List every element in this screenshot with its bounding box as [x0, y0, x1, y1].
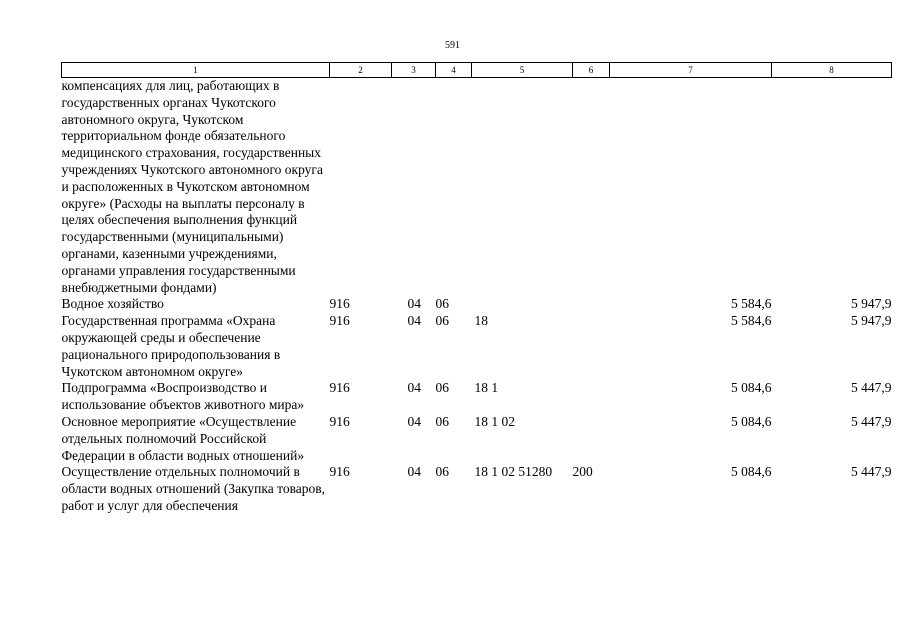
- row-sum-2: [772, 78, 892, 297]
- table-row: [62, 78, 892, 297]
- row-sum-1: 5 084,6: [731, 464, 772, 480]
- row-grbs: 916: [329, 296, 350, 312]
- table-row: [62, 414, 892, 464]
- row-sum-1: 5 584,6: [731, 313, 772, 329]
- row-sum-1: 5 084,6: [731, 413, 772, 429]
- header-col-1: 1: [62, 63, 330, 78]
- row-grbs: 916: [329, 413, 350, 429]
- row-name: Подпрограмма «Воспроизводство и использование объектов животного мира»: [61, 380, 305, 413]
- row-vr: 200: [572, 464, 593, 480]
- header-row: [62, 63, 892, 78]
- header-col-6: 6: [573, 63, 610, 78]
- table-row: [62, 296, 892, 313]
- table-body: [62, 78, 892, 515]
- row-razdel: 04: [407, 313, 421, 329]
- row-sum-2: 5 447,9: [851, 413, 892, 429]
- row-name: Основное мероприятие «Осуществление отдельных полномочий Российской Федерации в области водных отношений»: [61, 413, 305, 463]
- table-row: [62, 313, 892, 380]
- row-sum-1: 5 584,6: [731, 296, 772, 312]
- row-name: Водное хозяйство: [61, 296, 164, 312]
- table-row: [62, 464, 892, 514]
- row-sum-1: 5 084,6: [731, 380, 772, 396]
- row-sum-2: 5 447,9: [851, 380, 892, 396]
- page-number: 591: [445, 40, 460, 51]
- row-razdel: 04: [407, 464, 421, 480]
- row-razdel: 04: [407, 296, 421, 312]
- row-csr: 18: [474, 313, 488, 329]
- row-vr: [573, 313, 610, 380]
- row-vr: [573, 78, 610, 297]
- budget-table: [61, 62, 892, 515]
- header-col-4: 4: [436, 63, 472, 78]
- table-header: [62, 63, 892, 78]
- row-sum-1: [610, 78, 772, 297]
- row-razdel: [392, 78, 436, 297]
- header-col-2: 2: [330, 63, 392, 78]
- row-grbs: [330, 78, 392, 297]
- row-razdel: 04: [407, 413, 421, 429]
- row-csr: [472, 78, 573, 297]
- row-grbs: 916: [329, 464, 350, 480]
- header-col-7: 7: [610, 63, 772, 78]
- header-col-5: 5: [472, 63, 573, 78]
- row-podrazdel: 06: [435, 380, 449, 396]
- row-grbs: 916: [329, 380, 350, 396]
- row-podrazdel: 06: [435, 296, 449, 312]
- row-csr: 18 1 02 51280: [474, 464, 553, 480]
- row-podrazdel: 06: [435, 313, 449, 329]
- row-csr: [472, 296, 573, 313]
- row-grbs: 916: [329, 313, 350, 329]
- row-sum-2: 5 947,9: [851, 296, 892, 312]
- header-col-3: 3: [392, 63, 436, 78]
- row-vr: [573, 296, 610, 313]
- row-name: Осуществление отдельных полномочий в области водных отношений (Закупка товаров, работ и услуг для обеспечения: [61, 464, 326, 513]
- row-podrazdel: [436, 78, 472, 297]
- row-podrazdel: 06: [435, 413, 449, 429]
- row-vr: [573, 380, 610, 414]
- row-razdel: 04: [407, 380, 421, 396]
- row-name: Государственная программа «Охрана окружающей среды и обеспечение рационального природопользования в Чукотском автономном округе»: [61, 313, 281, 379]
- row-podrazdel: 06: [435, 464, 449, 480]
- row-name: компенсациях для лиц, работающих в государственных органах Чукотского автономного округа, Чукотском территориальном фонде обязательного медицинского страхования, государственных учреждениях Чукотского автономного округа и расположенных в Чукотском автономном округе» (Расходы на выплаты персоналу в целях обеспечения выполнения функций государственными (муниципальными) органами, казенными учреждениями, органами управления государственными внебюджетными фондами): [61, 78, 323, 295]
- row-sum-2: 5 447,9: [851, 464, 892, 480]
- row-csr: 18 1 02: [474, 413, 515, 429]
- table-row: [62, 380, 892, 414]
- row-csr: 18 1: [474, 380, 499, 396]
- row-vr: [573, 414, 610, 464]
- row-sum-2: 5 947,9: [851, 313, 892, 329]
- header-col-8: 8: [772, 63, 892, 78]
